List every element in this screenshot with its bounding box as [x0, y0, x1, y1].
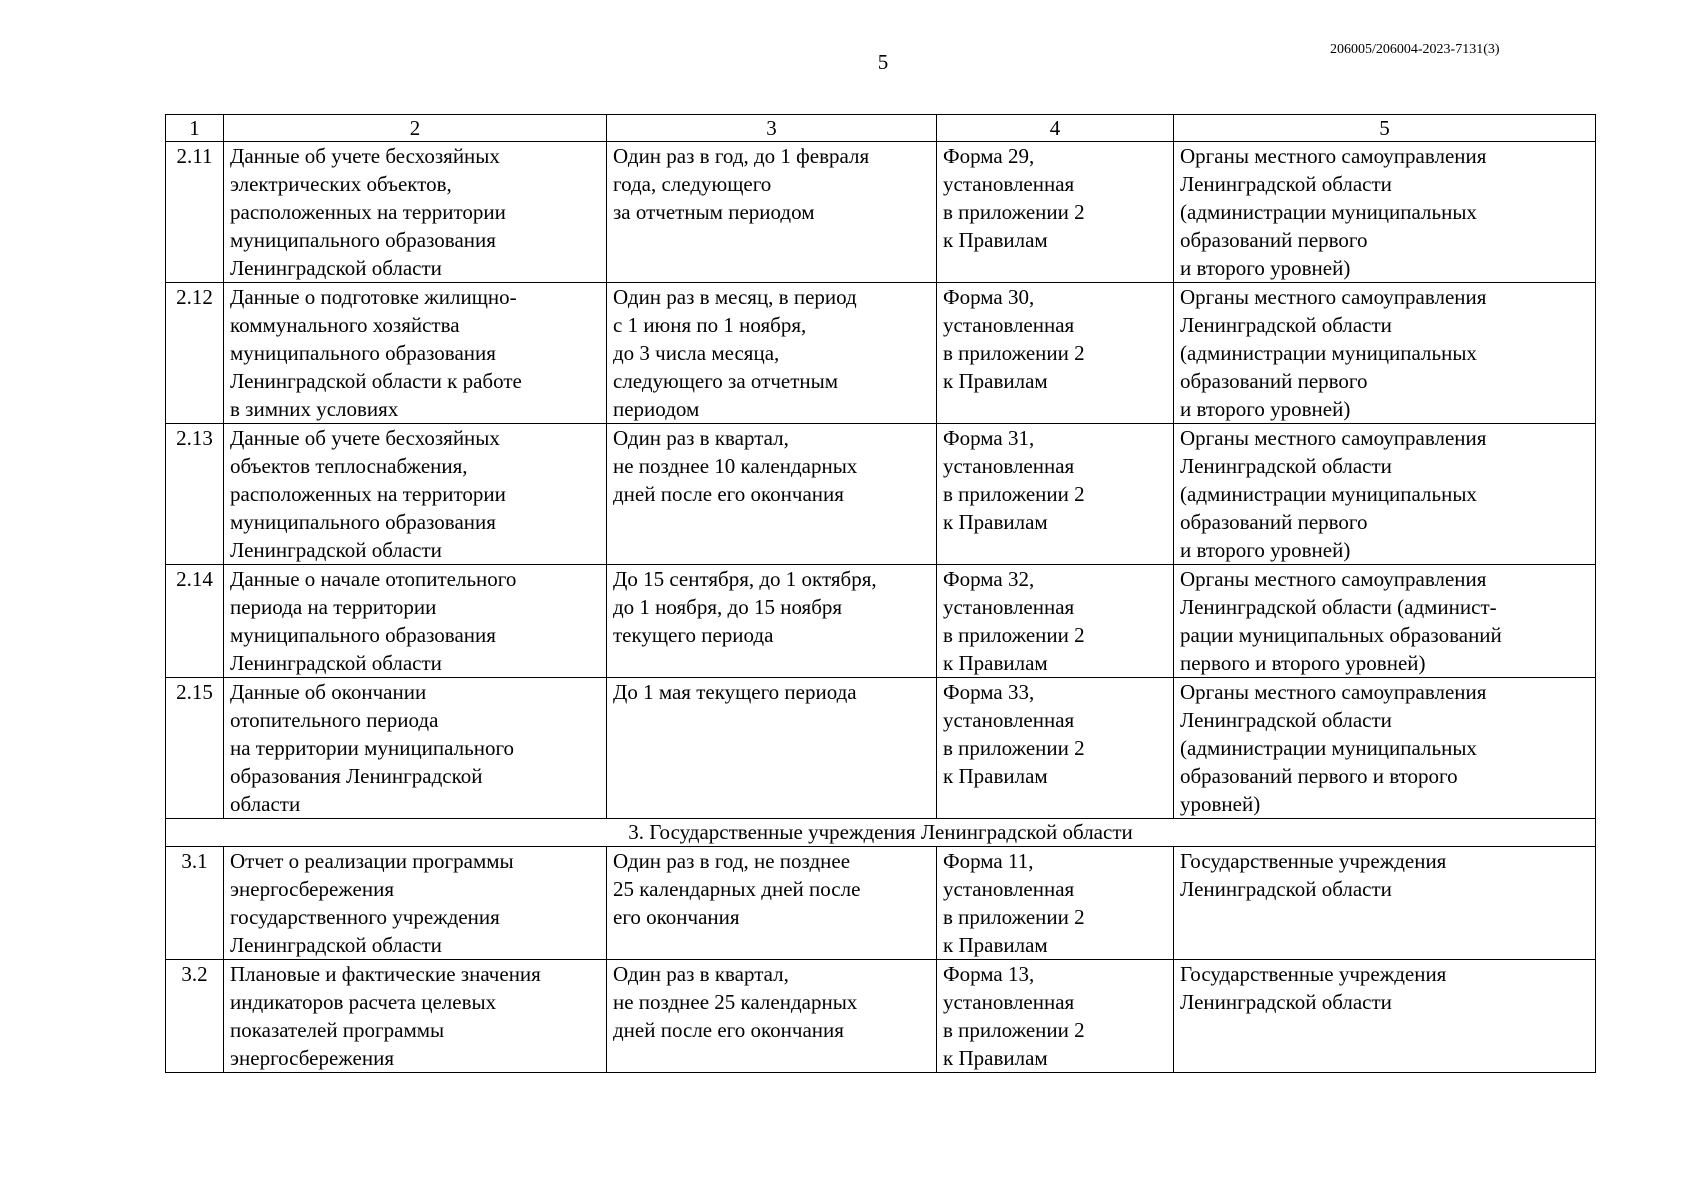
row-form: Форма 31, установленная в приложении 2 к Правилам	[937, 424, 1174, 565]
column-number-row	[166, 115, 1596, 142]
row-number: 2.14	[166, 565, 224, 678]
row-number: 2.15	[166, 678, 224, 819]
row-period: Один раз в квартал, не позднее 10 календарных дней после его окончания	[607, 424, 937, 565]
row-name: Данные об окончании отопительного периода на территории муниципального образования Ленинградской области	[224, 678, 607, 819]
row-form: Форма 11, установленная в приложении 2 к Правилам	[937, 847, 1174, 960]
row-period: Один раз в квартал, не позднее 25 календарных дней после его окончания	[607, 960, 937, 1073]
row-organization: Органы местного самоуправления Ленинградской области (админист- рации муниципальных образований первого и второго уровней)	[1174, 565, 1596, 678]
row-form: Форма 32, установленная в приложении 2 к Правилам	[937, 565, 1174, 678]
row-number: 2.12	[166, 283, 224, 424]
row-organization: Органы местного самоуправления Ленинградской области (администрации муниципальных образований первого и второго уровней)	[1174, 142, 1596, 283]
row-form: Форма 29, установленная в приложении 2 к Правилам	[937, 142, 1174, 283]
row-period: До 15 сентября, до 1 октября, до 1 ноября, до 15 ноября текущего периода	[607, 565, 937, 678]
row-name: Данные о начале отопительного периода на территории муниципального образования Ленинградской области	[224, 565, 607, 678]
row-number: 2.11	[166, 142, 224, 283]
document-code: 206005/206004-2023-7131(3)	[1330, 42, 1500, 57]
page-number: 5	[877, 50, 889, 74]
row-organization: Органы местного самоуправления Ленинградской области (администрации муниципальных образований первого и второго уровней)	[1174, 678, 1596, 819]
table-row	[166, 565, 1596, 678]
row-organization: Органы местного самоуправления Ленинградской области (администрации муниципальных образований первого и второго уровней)	[1174, 283, 1596, 424]
row-name: Отчет о реализации программы энергосбережения государственного учреждения Ленинградской области	[224, 847, 607, 960]
column-number: 2	[224, 115, 607, 142]
row-form: Форма 30, установленная в приложении 2 к Правилам	[937, 283, 1174, 424]
table-row	[166, 142, 1596, 283]
section-header-row	[166, 819, 1596, 847]
row-period: Один раз в год, до 1 февраля года, следующего за отчетным периодом	[607, 142, 937, 283]
row-name: Данные о подготовке жилищно- коммунального хозяйства муниципального образования Ленинградской области к работе в зимних условиях	[224, 283, 607, 424]
column-number: 1	[166, 115, 224, 142]
row-form: Форма 13, установленная в приложении 2 к Правилам	[937, 960, 1174, 1073]
table-row	[166, 678, 1596, 819]
table-row	[166, 424, 1596, 565]
row-number: 3.2	[166, 960, 224, 1073]
table-row	[166, 847, 1596, 960]
row-period: Один раз в месяц, в период с 1 июня по 1 ноября, до 3 числа месяца, следующего за отчетным периодом	[607, 283, 937, 424]
row-form: Форма 33, установленная в приложении 2 к Правилам	[937, 678, 1174, 819]
row-organization: Государственные учреждения Ленинградской области	[1174, 960, 1596, 1073]
row-organization: Государственные учреждения Ленинградской области	[1174, 847, 1596, 960]
column-number: 3	[607, 115, 937, 142]
row-period: Один раз в год, не позднее 25 календарных дней после его окончания	[607, 847, 937, 960]
table-row	[166, 960, 1596, 1073]
row-organization: Органы местного самоуправления Ленинградской области (администрации муниципальных образований первого и второго уровней)	[1174, 424, 1596, 565]
row-name: Плановые и фактические значения индикаторов расчета целевых показателей программы энергосбережения	[224, 960, 607, 1073]
column-number: 5	[1174, 115, 1596, 142]
row-name: Данные об учете бесхозяйных электрических объектов, расположенных на территории муниципального образования Ленинградской области	[224, 142, 607, 283]
row-number: 3.1	[166, 847, 224, 960]
row-name: Данные об учете бесхозяйных объектов теплоснабжения, расположенных на территории муниципального образования Ленинградской области	[224, 424, 607, 565]
section-title: 3. Государственные учреждения Ленинградской области	[166, 819, 1596, 847]
row-number: 2.13	[166, 424, 224, 565]
row-period: До 1 мая текущего периода	[607, 678, 937, 819]
table-row	[166, 283, 1596, 424]
reporting-table	[165, 114, 1596, 1073]
column-number: 4	[937, 115, 1174, 142]
